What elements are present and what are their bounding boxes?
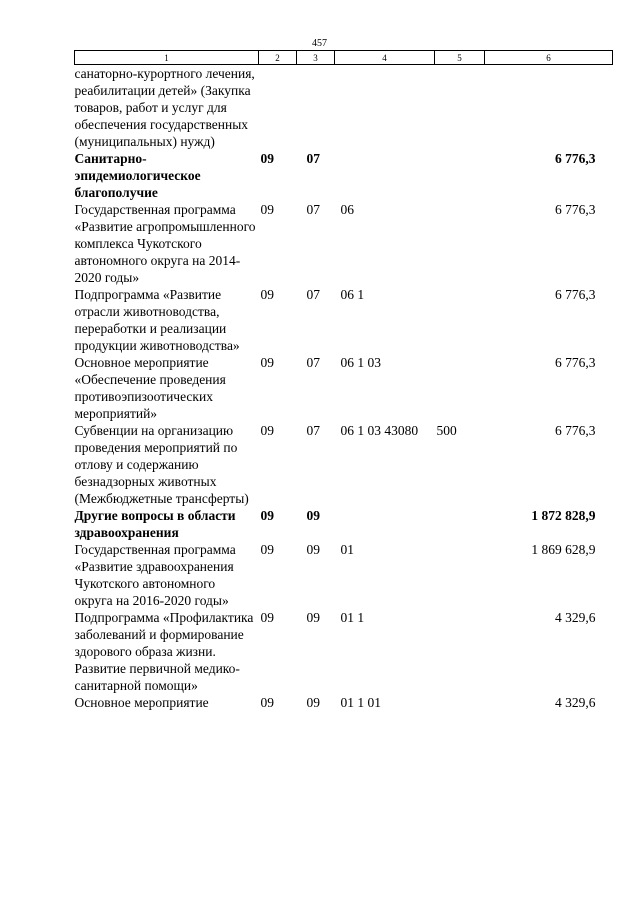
row-target-article: [335, 65, 435, 151]
row-description: Основное мероприятие «Обеспечение проведения противоэпизоотических мероприятий»: [74, 355, 226, 421]
row-target-article: 06 1 03 43080: [340, 423, 419, 438]
row-section-code: 09: [260, 695, 274, 710]
row-expense-type: [435, 150, 485, 201]
table-row: [75, 541, 613, 609]
table-row: [75, 65, 613, 151]
row-description: Государственная программа «Развитие агропромышленного комплекса Чукотского автономного округа на 2014-2020 годы»: [74, 202, 256, 285]
row-subsection-code: 09: [306, 542, 320, 557]
row-subsection-code: 09: [306, 610, 320, 625]
table-row: [75, 609, 613, 694]
row-section-code: 09: [260, 202, 274, 217]
row-expense-type: [435, 694, 485, 711]
table-row: [75, 422, 613, 507]
header-col-4: 4: [335, 51, 435, 65]
row-expense-type: 500: [436, 423, 457, 438]
row-amount: 4 329,6: [555, 610, 596, 625]
header-col-6: 6: [485, 51, 613, 65]
row-expense-type: [435, 65, 485, 151]
row-description: Санитарно-эпидемиологическое благополучие: [74, 151, 201, 200]
row-description: Подпрограмма «Развитие отрасли животноводства, переработки и реализации продукции животноводства»: [74, 287, 240, 353]
row-target-article: 01 1: [340, 610, 365, 625]
row-amount: 6 776,3: [555, 355, 596, 370]
row-subsection-code: [297, 65, 335, 151]
row-section-code: 09: [260, 542, 274, 557]
row-amount: 4 329,6: [555, 695, 596, 710]
row-amount: 1 869 628,9: [531, 542, 596, 557]
row-amount: [485, 65, 613, 151]
row-amount: 6 776,3: [555, 287, 596, 302]
row-description: Государственная программа «Развитие здравоохранения Чукотского автономного округа на 2016-2020 годы»: [74, 542, 236, 608]
row-subsection-code: 09: [306, 695, 320, 710]
row-section-code: 09: [260, 151, 274, 166]
row-expense-type: [435, 507, 485, 541]
row-target-article: [335, 507, 435, 541]
table-row: [75, 150, 613, 201]
row-amount: 6 776,3: [555, 202, 596, 217]
table-row: [75, 201, 613, 286]
table-body: [75, 65, 613, 712]
row-description: Субвенции на организацию проведения мероприятий по отлову и содержанию безнадзорных животных (Межбюджетные трансферты): [74, 423, 249, 506]
header-col-5: 5: [435, 51, 485, 65]
row-section-code: 09: [260, 287, 274, 302]
row-target-article: 06: [340, 202, 354, 217]
row-section-code: [259, 65, 297, 151]
row-description: Другие вопросы в области здравоохранения: [74, 508, 236, 540]
row-amount: 6 776,3: [555, 151, 596, 166]
row-amount: 1 872 828,9: [531, 508, 596, 523]
row-subsection-code: 09: [306, 508, 320, 523]
table-row: [75, 286, 613, 354]
page-number: 457: [312, 38, 327, 49]
row-expense-type: [435, 354, 485, 422]
table-row: [75, 507, 613, 541]
row-target-article: 06 1: [340, 287, 365, 302]
row-subsection-code: 07: [306, 287, 320, 302]
header-col-2: 2: [259, 51, 297, 65]
row-subsection-code: 07: [306, 202, 320, 217]
header-row: [75, 51, 613, 65]
row-expense-type: [435, 541, 485, 609]
row-subsection-code: 07: [306, 355, 320, 370]
row-description: санаторно-курортного лечения, реабилитации детей» (Закупка товаров, работ и услуг для обеспечения государственных (муниципальных) нужд): [74, 66, 255, 149]
row-target-article: [335, 150, 435, 201]
row-target-article: 01 1 01: [340, 695, 381, 710]
row-expense-type: [435, 286, 485, 354]
row-subsection-code: 07: [306, 423, 320, 438]
budget-table: [74, 50, 613, 711]
row-section-code: 09: [260, 355, 274, 370]
row-section-code: 09: [260, 508, 274, 523]
row-amount: 6 776,3: [555, 423, 596, 438]
header-col-1: 1: [75, 51, 259, 65]
header-col-3: 3: [297, 51, 335, 65]
row-description: Основное мероприятие: [74, 695, 209, 710]
row-target-article: 01: [340, 542, 354, 557]
row-description: Подпрограмма «Профилактика заболеваний и формирование здорового образа жизни. Развитие первичной медико-санитарной помощи»: [74, 610, 254, 693]
row-section-code: 09: [260, 610, 274, 625]
row-expense-type: [435, 201, 485, 286]
row-target-article: 06 1 03: [340, 355, 381, 370]
table-row: [75, 694, 613, 711]
table-row: [75, 354, 613, 422]
row-subsection-code: 07: [306, 151, 320, 166]
row-section-code: 09: [260, 423, 274, 438]
row-expense-type: [435, 609, 485, 694]
